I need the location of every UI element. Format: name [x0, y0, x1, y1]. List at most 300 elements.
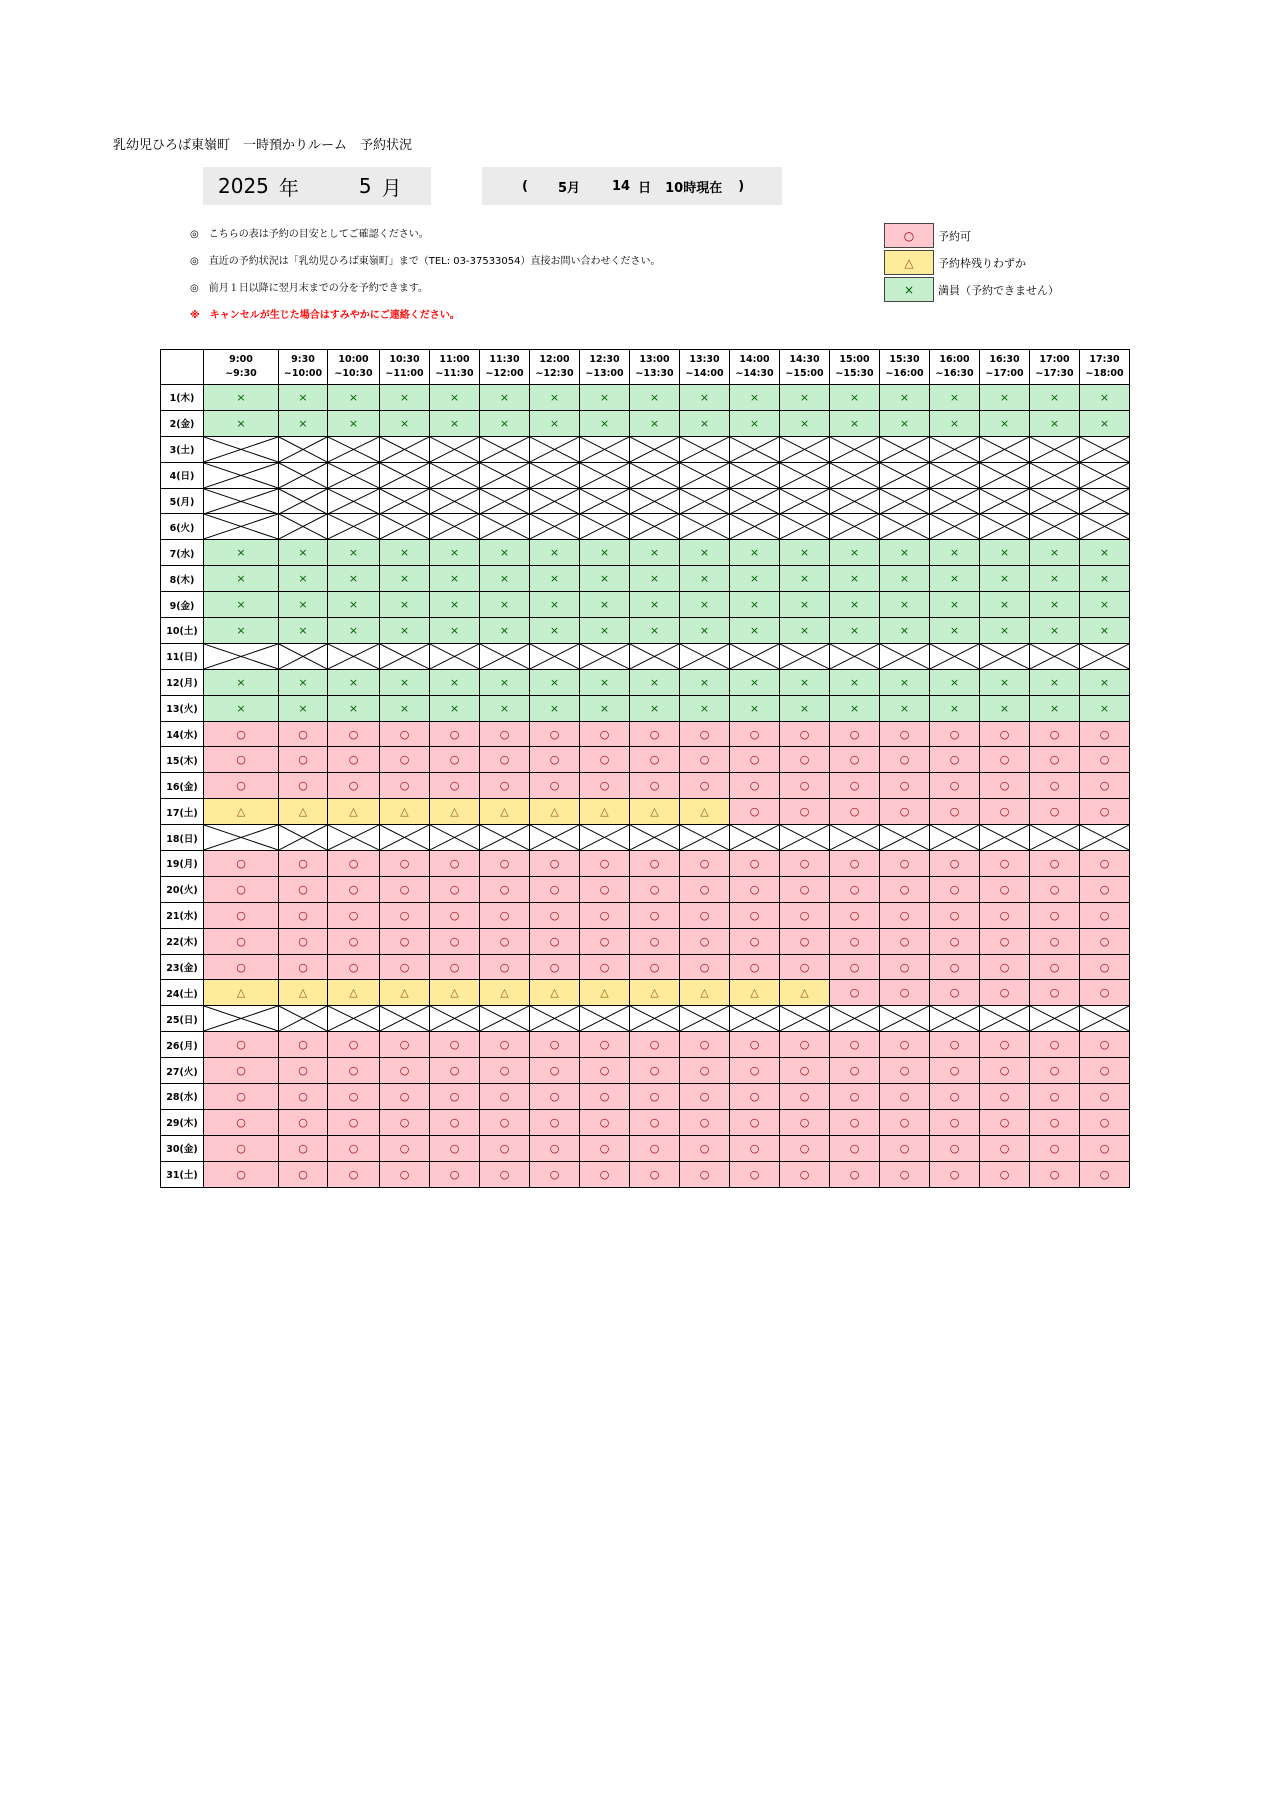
slot-cell-available: ○ — [780, 928, 830, 954]
slot-cell-closed — [880, 514, 930, 540]
table-row — [161, 488, 1130, 514]
slot-cell-full: × — [204, 592, 279, 618]
slot-cell-closed — [328, 436, 380, 462]
table-row — [161, 436, 1130, 462]
slot-cell-available: ○ — [328, 721, 380, 747]
time-slot-header — [279, 350, 328, 385]
slot-cell-available: ○ — [730, 851, 780, 877]
slot-cell-full: × — [580, 618, 630, 644]
slot-cell-available: ○ — [328, 747, 380, 773]
slot-cell-available: ○ — [580, 721, 630, 747]
slot-cell-available: ○ — [380, 1161, 430, 1187]
slot-cell-closed — [1080, 514, 1130, 540]
slot-cell-closed — [279, 514, 328, 540]
slot-cell-available: ○ — [530, 1032, 580, 1058]
slot-cell-available: ○ — [279, 928, 328, 954]
closed-cross-icon — [480, 644, 529, 669]
closed-cross-icon — [380, 1006, 429, 1031]
slot-cell-closed — [204, 488, 279, 514]
slot-cell-full: × — [204, 410, 279, 436]
slot-cell-closed — [580, 462, 630, 488]
table-row — [161, 669, 1130, 695]
slot-cell-closed — [980, 825, 1030, 851]
slot-cell-full: × — [1080, 566, 1130, 592]
slot-cell-available: ○ — [630, 928, 680, 954]
day-label: 14(水) — [161, 721, 204, 747]
slot-cell-full: × — [880, 410, 930, 436]
day-label: 28(水) — [161, 1084, 204, 1110]
slot-cell-available: ○ — [680, 851, 730, 877]
time-slot-end: ~12:30 — [535, 368, 574, 379]
slot-cell-available: ○ — [780, 721, 830, 747]
slot-cell-available: ○ — [830, 876, 880, 902]
slot-cell-full: × — [680, 592, 730, 618]
closed-cross-icon — [930, 825, 979, 850]
slot-cell-closed — [328, 488, 380, 514]
slot-cell-full: × — [480, 669, 530, 695]
slot-cell-available: ○ — [430, 1084, 480, 1110]
slot-cell-few-left: △ — [680, 799, 730, 825]
slot-cell-available: ○ — [830, 1109, 880, 1135]
month-value: 5 — [358, 174, 372, 198]
slot-cell-available: ○ — [980, 902, 1030, 928]
slot-cell-full: × — [480, 540, 530, 566]
table-row — [161, 928, 1130, 954]
time-slot-header — [980, 350, 1030, 385]
table-row — [161, 1032, 1130, 1058]
slot-cell-available: ○ — [279, 721, 328, 747]
time-slot-start: 13:00 — [639, 354, 670, 365]
slot-cell-few-left: △ — [279, 980, 328, 1006]
time-slot-header — [1030, 350, 1080, 385]
closed-cross-icon — [430, 437, 479, 462]
slot-cell-full: × — [1030, 566, 1080, 592]
slot-cell-full: × — [730, 540, 780, 566]
slot-cell-available: ○ — [1080, 876, 1130, 902]
slot-cell-available: ○ — [680, 876, 730, 902]
slot-cell-full: × — [328, 695, 380, 721]
slot-cell-available: ○ — [279, 1109, 328, 1135]
slot-cell-full: × — [680, 669, 730, 695]
slot-cell-available: ○ — [780, 1109, 830, 1135]
slot-cell-available: ○ — [730, 773, 780, 799]
slot-cell-full: × — [880, 592, 930, 618]
slot-cell-few-left: △ — [530, 799, 580, 825]
slot-cell-available: ○ — [1030, 980, 1080, 1006]
closed-cross-icon — [279, 489, 327, 514]
time-slot-end: ~14:00 — [685, 368, 724, 379]
slot-cell-closed — [680, 462, 730, 488]
slot-cell-available: ○ — [430, 1058, 480, 1084]
slot-cell-closed — [204, 514, 279, 540]
time-slot-end: ~13:00 — [585, 368, 624, 379]
slot-cell-closed — [930, 643, 980, 669]
slot-cell-full: × — [204, 669, 279, 695]
slot-cell-available: ○ — [830, 1058, 880, 1084]
slot-cell-closed — [380, 643, 430, 669]
closed-cross-icon — [780, 437, 829, 462]
slot-cell-available: ○ — [930, 928, 980, 954]
slot-cell-available: ○ — [480, 721, 530, 747]
slot-cell-closed — [630, 488, 680, 514]
closed-cross-icon — [1080, 489, 1129, 514]
closed-cross-icon — [204, 1006, 278, 1031]
slot-cell-full: × — [430, 410, 480, 436]
slot-cell-closed — [1080, 825, 1130, 851]
slot-cell-closed — [1080, 436, 1130, 462]
day-label: 13(火) — [161, 695, 204, 721]
slot-cell-available: ○ — [1030, 1161, 1080, 1187]
table-corner — [161, 350, 204, 385]
slot-cell-full: × — [530, 669, 580, 695]
time-slot-header — [580, 350, 630, 385]
slot-cell-closed — [480, 825, 530, 851]
legend-symbol-few-left: △ — [884, 250, 934, 275]
slot-cell-closed — [204, 1006, 279, 1032]
slot-cell-closed — [830, 514, 880, 540]
slot-cell-available: ○ — [730, 876, 780, 902]
slot-cell-available: ○ — [980, 1135, 1030, 1161]
slot-cell-available: ○ — [730, 954, 780, 980]
slot-cell-available: ○ — [1080, 902, 1130, 928]
slot-cell-closed — [430, 488, 480, 514]
slot-cell-closed — [380, 488, 430, 514]
slot-cell-closed — [279, 436, 328, 462]
closed-cross-icon — [328, 437, 379, 462]
slot-cell-available: ○ — [580, 1135, 630, 1161]
slot-cell-closed — [630, 1006, 680, 1032]
slot-cell-available: ○ — [930, 747, 980, 773]
slot-cell-available: ○ — [980, 1161, 1030, 1187]
slot-cell-full: × — [279, 618, 328, 644]
closed-cross-icon — [780, 489, 829, 514]
slot-cell-available: ○ — [1030, 928, 1080, 954]
slot-cell-few-left: △ — [204, 980, 279, 1006]
slot-cell-full: × — [730, 592, 780, 618]
slot-cell-full: × — [980, 695, 1030, 721]
slot-cell-available: ○ — [580, 747, 630, 773]
slot-cell-available: ○ — [830, 773, 880, 799]
slot-cell-available: ○ — [1080, 1084, 1130, 1110]
slot-cell-available: ○ — [880, 902, 930, 928]
legend — [884, 222, 1059, 303]
time-slot-start: 15:30 — [889, 354, 920, 365]
closed-cross-icon — [279, 463, 327, 488]
slot-cell-full: × — [380, 618, 430, 644]
slot-cell-available: ○ — [680, 721, 730, 747]
slot-cell-full: × — [830, 410, 880, 436]
time-slot-header — [430, 350, 480, 385]
slot-cell-full: × — [328, 385, 380, 411]
time-slot-end: ~17:00 — [985, 368, 1024, 379]
slot-cell-full: × — [830, 618, 880, 644]
closed-cross-icon — [780, 1006, 829, 1031]
closed-cross-icon — [1080, 437, 1129, 462]
slot-cell-available: ○ — [480, 1135, 530, 1161]
time-slot-end: ~10:00 — [283, 368, 323, 379]
slot-cell-closed — [930, 488, 980, 514]
slot-cell-available: ○ — [328, 902, 380, 928]
closed-cross-icon — [730, 825, 779, 850]
slot-cell-available: ○ — [830, 902, 880, 928]
slot-cell-full: × — [279, 695, 328, 721]
slot-cell-full: × — [380, 566, 430, 592]
slot-cell-available: ○ — [530, 1084, 580, 1110]
slot-cell-available: ○ — [830, 980, 880, 1006]
closed-cross-icon — [880, 1006, 929, 1031]
slot-cell-closed — [830, 462, 880, 488]
closed-cross-icon — [204, 437, 278, 462]
slot-cell-full: × — [328, 566, 380, 592]
slot-cell-available: ○ — [880, 954, 930, 980]
closed-cross-icon — [580, 463, 629, 488]
slot-cell-few-left: △ — [204, 799, 279, 825]
slot-cell-available: ○ — [580, 1161, 630, 1187]
closed-cross-icon — [1080, 1006, 1129, 1031]
slot-cell-full: × — [1080, 669, 1130, 695]
slot-cell-full: × — [380, 669, 430, 695]
closed-cross-icon — [730, 489, 779, 514]
closed-cross-icon — [780, 644, 829, 669]
slot-cell-available: ○ — [680, 1058, 730, 1084]
slot-cell-full: × — [530, 540, 580, 566]
slot-cell-closed — [680, 1006, 730, 1032]
slot-cell-available: ○ — [1080, 721, 1130, 747]
closed-cross-icon — [480, 825, 529, 850]
day-label: 1(木) — [161, 385, 204, 411]
closed-cross-icon — [530, 825, 579, 850]
slot-cell-full: × — [1080, 540, 1130, 566]
slot-cell-closed — [430, 436, 480, 462]
closed-cross-icon — [204, 825, 278, 850]
closed-cross-icon — [204, 489, 278, 514]
slot-cell-available: ○ — [580, 1032, 630, 1058]
slot-cell-few-left: △ — [630, 799, 680, 825]
slot-cell-full: × — [630, 695, 680, 721]
closed-cross-icon — [328, 644, 379, 669]
time-slot-start: 11:00 — [439, 354, 470, 365]
time-slot-header — [204, 350, 279, 385]
time-slot-header — [328, 350, 380, 385]
closed-cross-icon — [680, 514, 729, 539]
slot-cell-closed — [980, 1006, 1030, 1032]
slot-cell-few-left: △ — [780, 980, 830, 1006]
day-label: 17(土) — [161, 799, 204, 825]
slot-cell-closed — [1030, 436, 1080, 462]
closed-cross-icon — [880, 437, 929, 462]
slot-cell-available: ○ — [430, 876, 480, 902]
slot-cell-closed — [780, 514, 830, 540]
time-slot-start: 17:00 — [1039, 354, 1070, 365]
slot-cell-closed — [580, 825, 630, 851]
day-label: 10(土) — [161, 618, 204, 644]
slot-cell-available: ○ — [630, 1109, 680, 1135]
slot-cell-full: × — [830, 592, 880, 618]
time-slot-start: 17:30 — [1089, 354, 1120, 365]
legend-label-few-left: 予約枠残りわずか — [938, 256, 1026, 270]
slot-cell-available: ○ — [204, 954, 279, 980]
day-label: 31(土) — [161, 1161, 204, 1187]
slot-cell-available: ○ — [780, 1058, 830, 1084]
closed-cross-icon — [880, 489, 929, 514]
closed-cross-icon — [430, 1006, 479, 1031]
closed-cross-icon — [1030, 644, 1079, 669]
slot-cell-available: ○ — [380, 876, 430, 902]
slot-cell-available: ○ — [930, 902, 980, 928]
slot-cell-available: ○ — [380, 851, 430, 877]
closed-cross-icon — [430, 463, 479, 488]
slot-cell-closed — [430, 514, 480, 540]
slot-cell-closed — [1030, 643, 1080, 669]
closed-cross-icon — [930, 644, 979, 669]
slot-cell-full: × — [380, 410, 430, 436]
time-slot-header — [1080, 350, 1130, 385]
slot-cell-full: × — [480, 592, 530, 618]
slot-cell-available: ○ — [930, 1058, 980, 1084]
slot-cell-available: ○ — [980, 773, 1030, 799]
slot-cell-closed — [780, 488, 830, 514]
closed-cross-icon — [830, 463, 879, 488]
table-row — [161, 902, 1130, 928]
slot-cell-available: ○ — [780, 954, 830, 980]
slot-cell-closed — [480, 514, 530, 540]
slot-cell-available: ○ — [880, 928, 930, 954]
slot-cell-full: × — [930, 592, 980, 618]
slot-cell-full: × — [930, 566, 980, 592]
slot-cell-full: × — [204, 695, 279, 721]
slot-cell-full: × — [930, 695, 980, 721]
slot-cell-available: ○ — [930, 1032, 980, 1058]
slot-cell-closed — [279, 1006, 328, 1032]
closed-cross-icon — [830, 644, 879, 669]
closed-cross-icon — [730, 437, 779, 462]
slot-cell-full: × — [980, 385, 1030, 411]
slot-cell-available: ○ — [480, 954, 530, 980]
slot-cell-full: × — [880, 566, 930, 592]
slot-cell-full: × — [1080, 695, 1130, 721]
slot-cell-closed — [380, 1006, 430, 1032]
slot-cell-full: × — [1030, 410, 1080, 436]
closed-cross-icon — [580, 1006, 629, 1031]
slot-cell-available: ○ — [1080, 1161, 1130, 1187]
slot-cell-available: ○ — [204, 1109, 279, 1135]
closed-cross-icon — [880, 644, 929, 669]
closed-cross-icon — [279, 644, 327, 669]
table-row — [161, 980, 1130, 1006]
slot-cell-closed — [630, 643, 680, 669]
month-label: 月 — [381, 175, 402, 200]
table-row — [161, 462, 1130, 488]
slot-cell-full: × — [680, 695, 730, 721]
slot-cell-closed — [680, 825, 730, 851]
time-slot-start: 10:00 — [338, 354, 369, 365]
slot-cell-available: ○ — [880, 773, 930, 799]
slot-cell-available: ○ — [930, 721, 980, 747]
slot-cell-full: × — [204, 385, 279, 411]
closed-cross-icon — [430, 825, 479, 850]
slot-cell-available: ○ — [680, 954, 730, 980]
slot-cell-available: ○ — [328, 954, 380, 980]
slot-cell-available: ○ — [530, 876, 580, 902]
time-slot-start: 9:30 — [291, 354, 315, 365]
slot-cell-closed — [530, 825, 580, 851]
closed-cross-icon — [1080, 825, 1129, 850]
time-slot-header — [930, 350, 980, 385]
slot-cell-closed — [880, 436, 930, 462]
slot-cell-available: ○ — [1030, 902, 1080, 928]
day-label: 2(金) — [161, 410, 204, 436]
slot-cell-full: × — [580, 566, 630, 592]
slot-cell-available: ○ — [279, 1135, 328, 1161]
slot-cell-available: ○ — [730, 1032, 780, 1058]
slot-cell-available: ○ — [630, 1058, 680, 1084]
closed-cross-icon — [580, 825, 629, 850]
slot-cell-closed — [880, 643, 930, 669]
slot-cell-available: ○ — [204, 851, 279, 877]
slot-cell-full: × — [980, 540, 1030, 566]
slot-cell-available: ○ — [480, 747, 530, 773]
slot-cell-available: ○ — [530, 1109, 580, 1135]
slot-cell-closed — [580, 1006, 630, 1032]
time-slot-header — [830, 350, 880, 385]
closed-cross-icon — [680, 644, 729, 669]
closed-cross-icon — [480, 489, 529, 514]
slot-cell-available: ○ — [580, 902, 630, 928]
closed-cross-icon — [880, 825, 929, 850]
slot-cell-few-left: △ — [630, 980, 680, 1006]
slot-cell-full: × — [430, 385, 480, 411]
slot-cell-few-left: △ — [530, 980, 580, 1006]
slot-cell-available: ○ — [1030, 1109, 1080, 1135]
day-label: 8(木) — [161, 566, 204, 592]
slot-cell-closed — [430, 1006, 480, 1032]
slot-cell-closed — [480, 643, 530, 669]
closed-cross-icon — [880, 463, 929, 488]
slot-cell-available: ○ — [980, 928, 1030, 954]
closed-cross-icon — [380, 825, 429, 850]
time-slot-start: 12:30 — [589, 354, 620, 365]
slot-cell-full: × — [780, 618, 830, 644]
time-slot-start: 14:30 — [789, 354, 820, 365]
slot-cell-full: × — [1030, 695, 1080, 721]
slot-cell-full: × — [680, 540, 730, 566]
slot-cell-available: ○ — [730, 1109, 780, 1135]
slot-cell-available: ○ — [580, 1109, 630, 1135]
slot-cell-closed — [780, 1006, 830, 1032]
slot-cell-full: × — [830, 695, 880, 721]
slot-cell-full: × — [279, 566, 328, 592]
slot-cell-closed — [580, 514, 630, 540]
slot-cell-full: × — [830, 669, 880, 695]
slot-cell-available: ○ — [930, 876, 980, 902]
slot-cell-available: ○ — [530, 851, 580, 877]
slot-cell-full: × — [630, 566, 680, 592]
slot-cell-full: × — [830, 566, 880, 592]
slot-cell-closed — [380, 462, 430, 488]
slot-cell-available: ○ — [830, 1032, 880, 1058]
slot-cell-available: ○ — [279, 1161, 328, 1187]
slot-cell-available: ○ — [530, 1161, 580, 1187]
slot-cell-available: ○ — [279, 876, 328, 902]
closed-cross-icon — [980, 644, 1029, 669]
slot-cell-full: × — [580, 540, 630, 566]
slot-cell-available: ○ — [580, 773, 630, 799]
slot-cell-available: ○ — [328, 1084, 380, 1110]
slot-cell-available: ○ — [880, 1058, 930, 1084]
day-label: 20(火) — [161, 876, 204, 902]
slot-cell-few-left: △ — [279, 799, 328, 825]
slot-cell-available: ○ — [480, 1161, 530, 1187]
